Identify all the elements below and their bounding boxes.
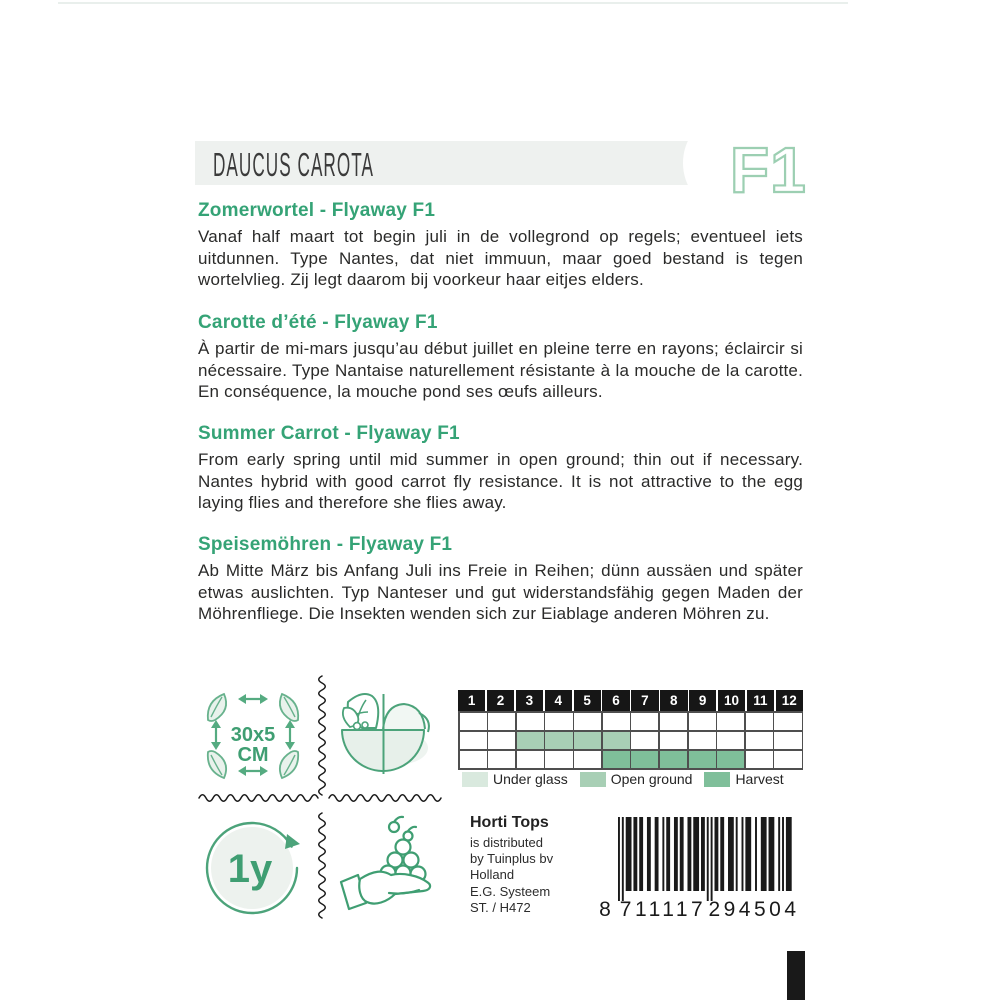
calendar-cell: [774, 751, 801, 769]
ean-barcode: [596, 813, 808, 921]
calendar-month-label: 12: [776, 690, 803, 711]
wavy-divider-horizontal-right: [328, 793, 446, 803]
distributor-line: E.G. Systeem: [470, 883, 551, 899]
section-dutch: [198, 200, 803, 291]
calendar-cell: [574, 751, 601, 769]
wavy-divider-horizontal-left: [198, 793, 320, 803]
calendar-legend: [462, 771, 784, 787]
calendar-row-open-ground: [460, 732, 802, 750]
calendar-cell: [545, 713, 572, 731]
band-cut-shape: [683, 141, 711, 185]
section-body: Vanaf half maart tot begin juli in de vollegrond op regels; eventueel iets uitdunnen. Type Nantes, dat niet immuun, maar goed bestand is tegen wortelvlieg. Zij legt daarom bij voorkeur haar eitjes elders.: [198, 227, 803, 290]
barcode-bars: [618, 817, 792, 901]
spacing-unit: CM: [237, 744, 269, 766]
packet-top-edge: [58, 2, 848, 4]
sowing-calendar: [458, 690, 803, 770]
open-ground-swatch: [580, 772, 606, 787]
distributor-line: is distributed: [470, 835, 543, 850]
calendar-cell: [460, 732, 487, 750]
calendar-cell: [574, 732, 601, 750]
calendar-month-label: 6: [602, 690, 629, 711]
cycle-duration-label: 1y: [227, 847, 273, 891]
calendar-cell: [488, 732, 515, 750]
hand-with-seeds-icon: [331, 814, 437, 920]
calendar-cell: [460, 713, 487, 731]
section-heading: Zomerwortel - Flyaway F1: [198, 200, 436, 221]
legend-label: Open ground: [610, 771, 693, 787]
legend-item-under-glass: [462, 771, 568, 787]
calendar-cell: [717, 751, 744, 769]
calendar-cell: [660, 751, 687, 769]
f1-badge-text: F1: [730, 134, 807, 206]
wavy-divider-vertical-top: [317, 675, 327, 797]
calendar-cell: [660, 713, 687, 731]
legend-item-open-ground: [580, 771, 693, 787]
barcode-digits-left: 711117: [619, 898, 707, 921]
calendar-cell: [689, 751, 716, 769]
section-body: Ab Mitte März bis Anfang Juli ins Freie in Reihen; dünn aussäen und später etwas auslichten. Typ Nanteser und gut widerstandsfähig gegen Maden der Möhrenfliege. Die Insekten wenden sich zur Eiablage anderen Möhren zu.: [198, 561, 803, 624]
calendar-month-label: 9: [689, 690, 716, 711]
calendar-month-label: 7: [631, 690, 658, 711]
calendar-month-label: 2: [487, 690, 514, 711]
barcode-digit-first: 8: [599, 898, 611, 921]
f1-badge: [720, 124, 812, 210]
section-english: [198, 423, 803, 514]
calendar-cell: [631, 713, 658, 731]
calendar-cell: [517, 732, 544, 750]
calendar-month-label: 1: [458, 690, 485, 711]
calendar-cell: [603, 713, 630, 731]
legend-label: Harvest: [735, 771, 784, 787]
distributor-line: Holland: [470, 867, 515, 883]
calendar-cell: [631, 732, 658, 750]
calendar-cell: [774, 713, 801, 731]
plant-spacing-icon: [201, 686, 305, 784]
calendar-cell: [545, 732, 572, 750]
calendar-cell: [517, 713, 544, 731]
section-heading: Speisemöhren - Flyaway F1: [198, 534, 453, 555]
calendar-cell: [717, 732, 744, 750]
calendar-cell: [517, 751, 544, 769]
botanical-name: DAUCUS CAROTA: [213, 146, 374, 183]
calendar-cell: [746, 751, 773, 769]
calendar-cell: [746, 713, 773, 731]
section-heading: Carotte d’été - Flyaway F1: [198, 312, 438, 333]
section-body: À partir de mi-mars jusqu’au début juillet en pleine terre en rayons; éclaircir si nécessaire. Type Nantaise naturellement résistante à la mouche de la carotte. En conséquence, la mouche pond ses œufs ailleurs.: [198, 339, 803, 402]
section-heading: Summer Carrot - Flyaway F1: [198, 423, 460, 444]
calendar-month-label: 3: [516, 690, 543, 711]
section-french: [198, 312, 803, 403]
distributor-name: Horti Tops: [470, 814, 549, 831]
calendar-cell: [689, 713, 716, 731]
calendar-cell: [603, 751, 630, 769]
calendar-month-label: 5: [574, 690, 601, 711]
calendar-cell: [631, 751, 658, 769]
calendar-cell: [488, 713, 515, 731]
calendar-cell: [488, 751, 515, 769]
calendar-month-label: 10: [718, 690, 745, 711]
distributor-line: by Tuinplus bv: [470, 851, 554, 867]
calendar-cell: [746, 732, 773, 750]
calendar-rows: [458, 711, 803, 770]
calendar-row-under-glass: [460, 713, 802, 731]
legend-label: Under glass: [493, 771, 568, 787]
spacing-value: 30x5: [230, 724, 276, 746]
harvest-swatch: [704, 772, 730, 787]
calendar-month-label: 8: [660, 690, 687, 711]
calendar-cell: [574, 713, 601, 731]
distributor-line: ST. / H472: [470, 899, 531, 915]
calendar-cell: [774, 732, 801, 750]
distributor-info: [470, 814, 600, 916]
calendar-cell: [460, 751, 487, 769]
legend-item-harvest: [704, 771, 783, 787]
calendar-month-header: [458, 690, 803, 711]
section-body: From early spring until mid summer in open ground; thin out if necessary. Nantes hybrid with good carrot fly resistance. It is not attractive to the egg laying flies and therefore she flies away.: [198, 450, 803, 513]
wavy-divider-vertical-bottom: [317, 812, 327, 924]
under-glass-swatch: [462, 772, 488, 787]
calendar-cell: [717, 713, 744, 731]
one-year-cycle-icon: [202, 814, 306, 922]
print-registration-mark: [787, 951, 805, 1000]
calendar-cell: [660, 732, 687, 750]
calendar-cell: [689, 732, 716, 750]
title-band: [195, 141, 711, 185]
barcode-digits-right: 294504: [708, 898, 800, 921]
calendar-month-label: 11: [747, 690, 774, 711]
calendar-cell: [603, 732, 630, 750]
calendar-month-label: 4: [545, 690, 572, 711]
calendar-row-harvest: [460, 751, 802, 769]
salad-bowl-icon: [332, 686, 436, 780]
calendar-cell: [545, 751, 572, 769]
section-german: [198, 534, 803, 625]
